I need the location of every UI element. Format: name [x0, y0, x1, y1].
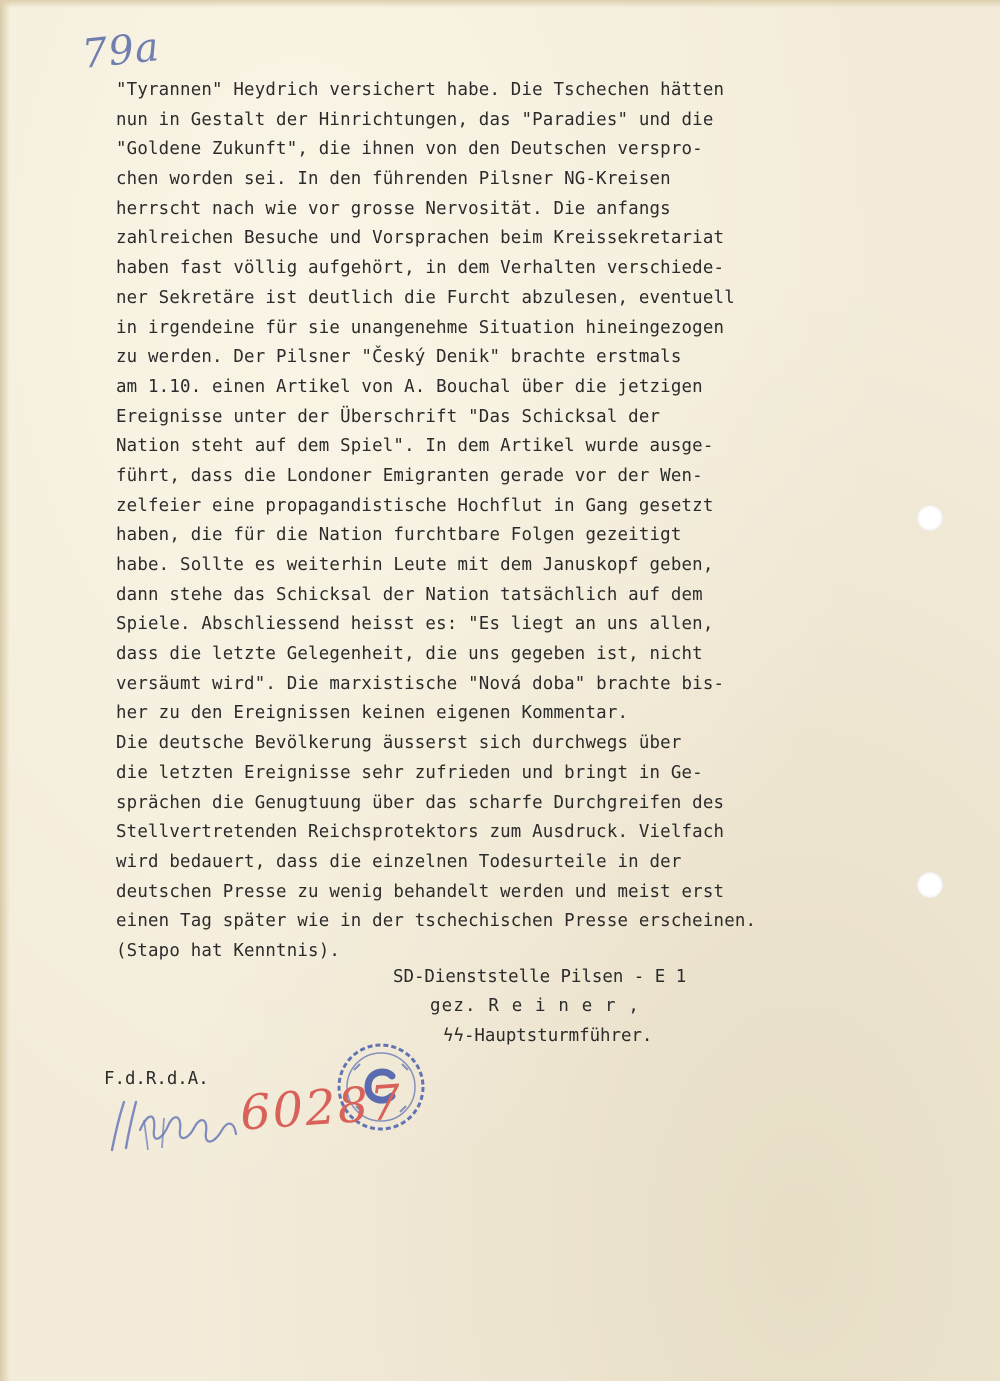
abbreviation-fdrda: F.d.R.d.A. [104, 1069, 209, 1089]
text-line: sprächen die Genugtuung über das scharfe Durchgreifen des [116, 792, 725, 813]
text-line: chen worden sei. In den führenden Pilsner NG-Kreisen [116, 169, 671, 190]
text-line: ner Sekretäre ist deutlich die Furcht abzulesen, eventuell [116, 287, 735, 308]
text-line: zahlreichen Besuche und Vorsprachen beim Kreissekretariat [116, 228, 725, 249]
text-line: deutschen Presse zu wenig behandelt werden und meist erst [116, 881, 725, 902]
text-line: herrscht nach wie vor grosse Nervosität. Die anfangs [116, 198, 671, 219]
punch-hole [917, 505, 943, 531]
text-line: her zu den Ereignissen keinen eigenen Kommentar. [116, 703, 629, 724]
text-line: am 1.10. einen Artikel von A. Bouchal über die jetzigen [116, 376, 703, 397]
text-line: versäumt wird". Die marxistische "Nová doba" brachte bis- [116, 673, 725, 694]
text-line: haben, die für die Nation furchtbare Folgen gezeitigt [116, 525, 682, 546]
text-line: "Goldene Zukunft", die ihnen von den Deutschen verspro- [116, 139, 703, 160]
text-line: wird bedauert, dass die einzelnen Todesurteile in der [116, 851, 682, 872]
text-line: nun in Gestalt der Hinrichtungen, das "Paradies" und die [116, 109, 714, 130]
text-line: einen Tag später wie in der tschechischen Presse erscheinen. [116, 911, 757, 932]
page-edge-shadow-top [0, 0, 1000, 8]
punch-hole [917, 872, 943, 898]
page-edge-shadow [0, 0, 10, 1381]
text-line: Spiele. Abschliessend heisst es: "Es liegt an uns allen, [116, 614, 714, 635]
text-line: dann stehe das Schicksal der Nation tatsächlich auf dem [116, 584, 703, 605]
text-line: Ereignisse unter der Überschrift "Das Schicksal der [116, 406, 661, 427]
folio-note: 79a [79, 24, 162, 78]
handwritten-number: 60287 [238, 1074, 405, 1142]
text-line: in irgendeine für sie unangenehme Situation hineingezogen [116, 317, 725, 338]
text-line: haben fast völlig aufgehört, in dem Verhalten verschiede- [116, 258, 725, 279]
signature-rank: ϟϟ-Hauptsturmführer. [443, 1026, 653, 1046]
text-line: zu werden. Der Pilsner "Český Denik" brachte erstmals [116, 347, 682, 368]
text-line: zelfeier eine propagandistische Hochflut in Gang gesetzt [116, 495, 714, 516]
text-line: Die deutsche Bevölkerung äusserst sich durchwegs über [116, 733, 682, 754]
text-line: Nation steht auf dem Spiel". In dem Artikel wurde ausge- [116, 436, 714, 457]
text-line: habe. Sollte es weiterhin Leute mit dem Januskopf geben, [116, 555, 714, 575]
text-line: dass die letzte Gelegenheit, die uns gegeben ist, nicht [116, 644, 703, 665]
signature-office: SD-Dienststelle Pilsen - E 1 [393, 967, 687, 987]
text-line: (Stapo hat Kenntnis). [116, 940, 341, 961]
text-line: Stellvertretenden Reichsprotektors zum Ausdruck. Vielfach [116, 822, 725, 843]
signature-name: gez. R e i n e r , [430, 996, 641, 1016]
typed-body-text [116, 76, 856, 967]
text-line: die letzten Ereignisse sehr zufrieden und bringt in Ge- [116, 762, 703, 783]
text-line: führt, dass die Londoner Emigranten gerade vor der Wen- [116, 465, 703, 486]
text-line: "Tyrannen" Heydrich versichert habe. Die Tschechen hätten [116, 80, 725, 100]
